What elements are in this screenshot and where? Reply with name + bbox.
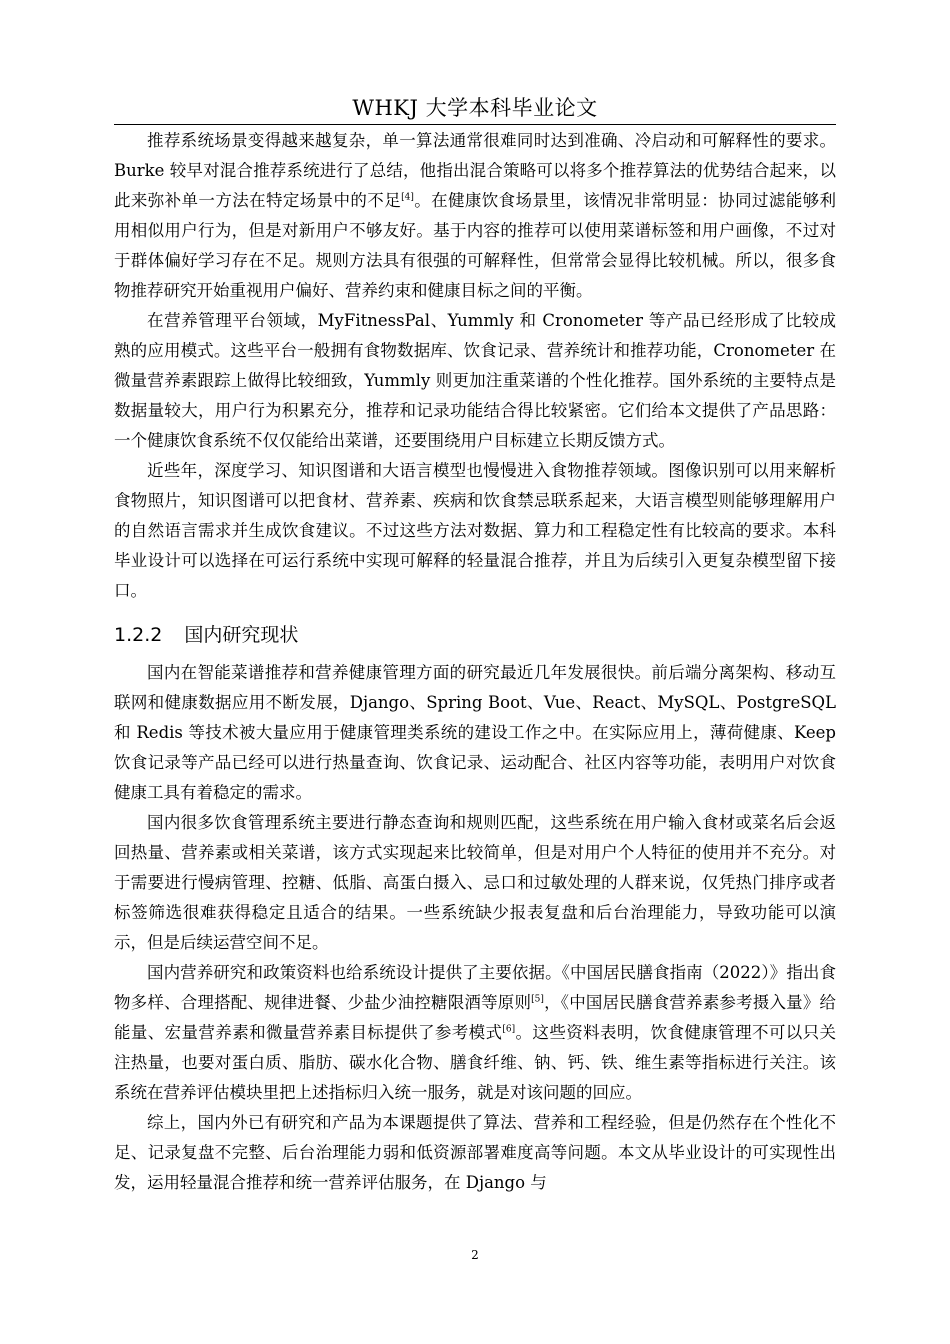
header-rule — [114, 124, 836, 125]
paragraph-text: 近些年，深度学习、知识图谱和大语言模型也慢慢进入食物推荐领域。图像识别可以用来解析食物照片，知识图谱可以把食材、营养素、疾病和饮食禁忌联系起来，大语言模型则能够理解用户的自然语言需求并生成饮食建议。不过这些方法对数据、算力和工程稳定性有比较高的要求。本科毕业设计可以选择在可运行系统中实现可解释的轻量混合推荐，并且为后续引入更复杂模型留下接口。 — [114, 461, 836, 600]
body-paragraph — [114, 958, 836, 1108]
page-number: 2 — [471, 1248, 479, 1262]
paragraph-text: 。这些资料表明，饮食健康管理不可以只关注热量，也要对蛋白质、脂肪、碳水化合物、膳食纤维、钠、钙、铁、维生素等指标进行关注。该系统在营养评估模块里把上述指标归入统一服务，就是对该问题的回应。 — [114, 1023, 837, 1102]
paragraph-text: 国内在智能菜谱推荐和营养健康管理方面的研究最近几年发展很快。前后端分离架构、移动互联网和健康数据应用不断发展，Django、Spring Boot、Vue、React、MySQL、PostgreSQL 和 Redis 等技术被大量应用于健康管理类系统的建设工作之中。在实际应用上，薄荷健康、Keep 饮食记录等产品已经可以进行热量查询、饮食记录、运动配合、社区内容等功能，表明用户对饮食健康工具有着稳定的需求。 — [114, 663, 836, 802]
citation-ref: [4] — [401, 192, 414, 203]
body-paragraph — [114, 1108, 836, 1198]
paragraph-text: 国内营养研究和政策资料也给系统设计提供了主要依据。《中国居民膳食指南（2022）》指出食物多样、合理搭配、规律进餐、少盐少油控糖限酒等原则 — [114, 963, 836, 1012]
body-paragraph — [114, 126, 836, 306]
citation-ref: [6] — [502, 1024, 516, 1035]
section-heading — [114, 620, 836, 650]
paragraph-group-top — [114, 126, 836, 606]
paragraph-text: 综上，国内外已有研究和产品为本课题提供了算法、营养和工程经验，但是仍然存在个性化不足、记录复盘不完整、后台治理能力弱和低资源部署难度高等问题。本文从毕业设计的可实现性出发，运用轻量混合推荐和统一营养评估服务，在 Django 与 — [114, 1113, 836, 1192]
body-paragraph — [114, 306, 836, 456]
section-title: 国内研究现状 — [184, 624, 299, 646]
page-header-title: WHKJ 大学本科毕业论文 — [352, 96, 598, 120]
body-paragraph — [114, 808, 836, 958]
paragraph-group-bottom — [114, 658, 836, 1198]
body-paragraph — [114, 456, 836, 606]
paragraph-text: 推荐系统场景变得越来越复杂，单一算法通常很难同时达到准确、冷启动和可解释性的要求。Burke 较早对混合推荐系统进行了总结，他指出混合策略可以将多个推荐算法的优势结合起来，以此来弥补单一方法在特定场景中的不足 — [114, 131, 836, 210]
paragraph-text: ，《中国居民膳食营养素参考摄入量》给能量、宏量营养素和微量营养素目标提供了参考模式 — [114, 993, 837, 1042]
paragraph-text: 国内很多饮食管理系统主要进行静态查询和规则匹配，这些系统在用户输入食材或菜名后会返回热量、营养素或相关菜谱，该方式实现起来比较简单，但是对用户个人特征的使用并不充分。对于需要进行慢病管理、控糖、低脂、高蛋白摄入、忌口和过敏处理的人群来说，仅凭热门排序或者标签筛选很难获得稳定且适合的结果。一些系统缺少报表复盘和后台治理能力，导致功能可以演示，但是后续运营空间不足。 — [114, 813, 836, 952]
citation-ref: [5] — [531, 994, 544, 1005]
section-number: 1.2.2 — [114, 624, 163, 646]
body-paragraph — [114, 658, 836, 808]
paragraph-text: 在营养管理平台领域，MyFitnessPal、Yummly 和 Cronometer 等产品已经形成了比较成熟的应用模式。这些平台一般拥有食物数据库、饮食记录、营养统计和推荐功能，Cronometer 在微量营养素跟踪上做得比较细致，Yummly 则更加注重菜谱的个性化推荐。国外系统的主要特点是数据量较大，用户行为积累充分，推荐和记录功能结合得比较紧密。它们给本文提供了产品思路：一个健康饮食系统不仅仅能给出菜谱，还要围绕用户目标建立长期反馈方式。 — [114, 311, 836, 450]
paragraph-text: 。在健康饮食场景里，该情况非常明显：协同过滤能够利用相似用户行为，但是对新用户不够友好。基于内容的推荐可以使用菜谱标签和用户画像，不过对于群体偏好学习存在不足。规则方法具有很强的可解释性，但常常会显得比较机械。所以，很多食物推荐研究开始重视用户偏好、营养约束和健康目标之间的平衡。 — [114, 191, 837, 300]
document-body — [114, 126, 836, 1198]
